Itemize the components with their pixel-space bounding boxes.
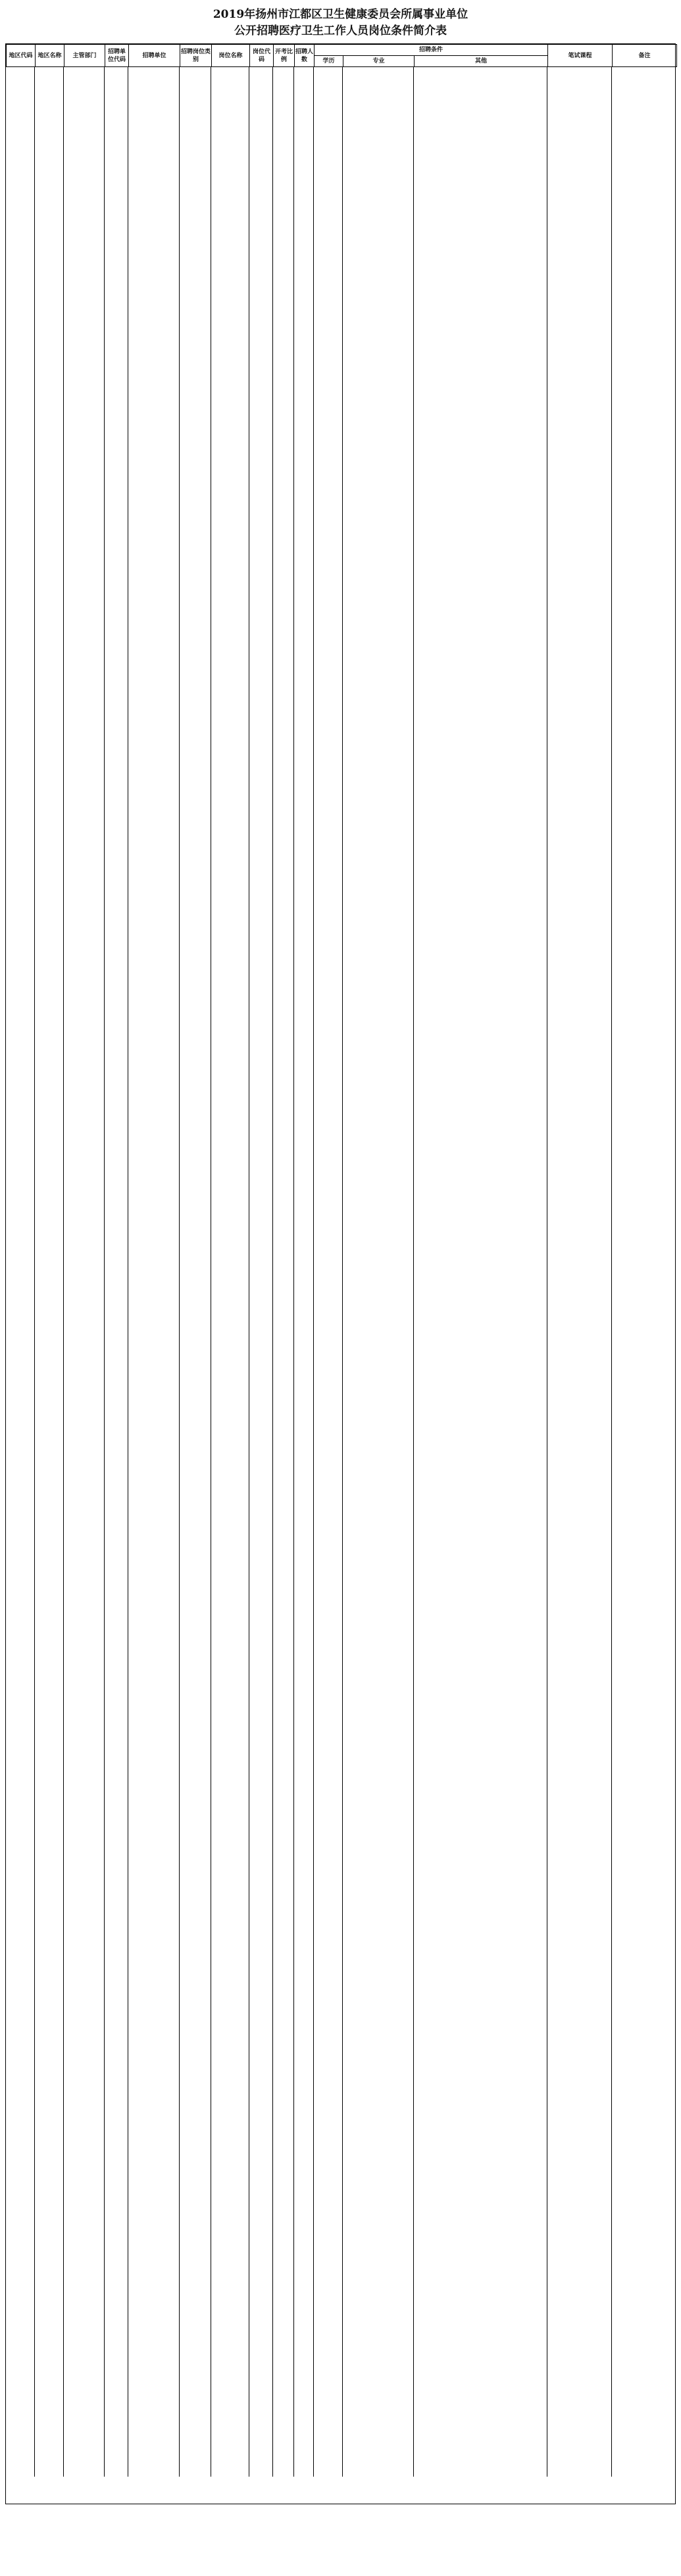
column-rule: [293, 67, 294, 2477]
column-header-education: 学历: [315, 56, 343, 67]
column-header-major: 专业: [343, 56, 415, 67]
column-header-written-exam: 笔试课程: [548, 45, 613, 67]
column-header-other: 其他: [415, 56, 548, 67]
column-rule: [34, 67, 35, 2477]
column-group-recruitment-conditions: 招聘条件: [315, 45, 548, 56]
title-line-1: 2019年扬州市江都区卫生健康委员会所属事业单位: [213, 8, 468, 21]
title-line-2: 公开招聘医疗卫生工作人员岗位条件简介表: [234, 24, 447, 38]
table-header: [6, 44, 677, 67]
column-header-unit-code: 招聘单位代码: [105, 45, 129, 67]
document-title: [0, 7, 681, 39]
column-header-position-name: 岗位名称: [212, 45, 250, 67]
column-header-region-code: 地区代码: [7, 45, 36, 67]
column-rule: [313, 67, 314, 2477]
column-header-position-code: 岗位代码: [250, 45, 274, 67]
position-table: [5, 43, 676, 2504]
column-rule: [272, 67, 273, 2477]
column-header-unit: 招聘单位: [129, 45, 180, 67]
column-header-remarks: 备注: [613, 45, 677, 67]
column-rule: [611, 67, 612, 2477]
column-rule: [413, 67, 414, 2477]
column-rule: [63, 67, 64, 2477]
footnotes: [5, 2508, 676, 2571]
column-header-exam-ratio: 开考比例: [274, 45, 295, 67]
column-header-supervising-department: 主管部门: [64, 45, 105, 67]
table-body-area: [6, 67, 675, 2477]
column-rules: [6, 67, 675, 2477]
column-rule: [104, 67, 105, 2477]
column-rule: [342, 67, 343, 2477]
column-header-headcount: 招聘人数: [295, 45, 315, 67]
column-header-region-name: 地区名称: [36, 45, 64, 67]
column-header-position-category: 招聘岗位类别: [180, 45, 212, 67]
column-rule: [179, 67, 180, 2477]
